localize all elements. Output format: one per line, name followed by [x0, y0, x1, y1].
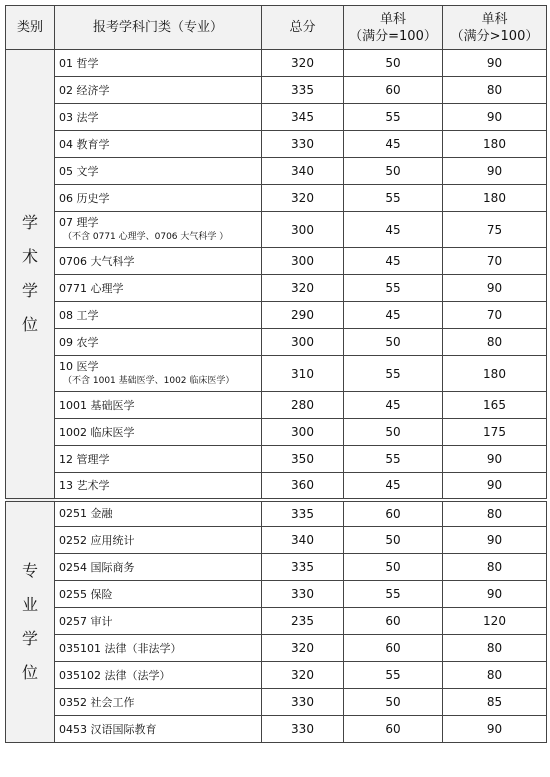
single-le100-cell: 45 — [344, 212, 443, 248]
header-single-gt100-line2: （满分>100） — [450, 28, 539, 44]
table-row — [6, 527, 547, 554]
total-score-cell: 280 — [262, 392, 344, 419]
single-gt100-cell: 90 — [443, 581, 547, 608]
subject-name-cell — [55, 635, 262, 662]
subject-name: 1001 基础医学 — [59, 398, 135, 412]
total-score-cell: 335 — [262, 77, 344, 104]
category-char: 业 — [21, 594, 38, 614]
total-score-cell: 330 — [262, 131, 344, 158]
single-gt100-cell: 180 — [443, 185, 547, 212]
single-le100-cell: 45 — [344, 302, 443, 329]
single-le100-cell: 50 — [344, 158, 443, 185]
single-le100-cell: 55 — [344, 104, 443, 131]
category-char: 专 — [21, 560, 38, 580]
single-gt100-cell: 80 — [443, 77, 547, 104]
single-le100-cell: 55 — [344, 446, 443, 473]
total-score-cell: 335 — [262, 554, 344, 581]
single-gt100-cell: 70 — [443, 302, 547, 329]
table-row — [6, 500, 547, 527]
single-le100-cell: 45 — [344, 473, 443, 500]
table-row — [6, 716, 547, 743]
header-single-gt100 — [443, 6, 547, 50]
subject-name: 04 教育学 — [59, 137, 110, 151]
subject-name: 0453 汉语国际教育 — [59, 722, 157, 736]
table-row — [6, 185, 547, 212]
subject-name-cell — [55, 329, 262, 356]
single-gt100-cell: 90 — [443, 275, 547, 302]
single-gt100-cell: 90 — [443, 104, 547, 131]
subject-name: 0257 审计 — [59, 614, 113, 628]
single-le100-cell: 50 — [344, 554, 443, 581]
subject-note: （不含 1001 基础医学、1002 临床医学） — [63, 375, 235, 386]
single-gt100-cell: 80 — [443, 500, 547, 527]
single-le100-cell: 60 — [344, 716, 443, 743]
single-le100-cell: 45 — [344, 248, 443, 275]
header-single-le100 — [344, 6, 443, 50]
subject-name: 08 工学 — [59, 308, 99, 322]
total-score-cell: 360 — [262, 473, 344, 500]
category-char: 位 — [21, 662, 38, 682]
category-char: 术 — [21, 246, 38, 266]
subject-name-cell — [55, 554, 262, 581]
single-gt100-cell: 90 — [443, 716, 547, 743]
total-score-cell: 320 — [262, 50, 344, 77]
subject-name: 0771 心理学 — [59, 281, 124, 295]
total-score-cell: 320 — [262, 185, 344, 212]
subject-name: 03 法学 — [59, 110, 99, 124]
single-gt100-cell: 180 — [443, 131, 547, 158]
table-row — [6, 77, 547, 104]
single-le100-cell: 50 — [344, 50, 443, 77]
subject-name: 035102 法律（法学） — [59, 668, 171, 682]
total-score-cell: 340 — [262, 527, 344, 554]
single-le100-cell: 55 — [344, 185, 443, 212]
subject-name-cell — [55, 302, 262, 329]
subject-name-cell — [55, 608, 262, 635]
single-gt100-cell: 75 — [443, 212, 547, 248]
table-row — [6, 356, 547, 392]
single-le100-cell: 50 — [344, 689, 443, 716]
single-le100-cell: 50 — [344, 329, 443, 356]
total-score-cell: 235 — [262, 608, 344, 635]
subject-name: 10 医学 — [59, 359, 99, 373]
table-row — [6, 581, 547, 608]
subject-name-cell — [55, 419, 262, 446]
subject-name: 0255 保险 — [59, 587, 113, 601]
header-subject: 报考学科门类（专业） — [55, 6, 262, 50]
table-row — [6, 248, 547, 275]
subject-name: 0252 应用统计 — [59, 533, 135, 547]
single-gt100-cell: 80 — [443, 635, 547, 662]
subject-name-cell — [55, 527, 262, 554]
category-char: 学 — [21, 628, 38, 648]
subject-name-cell — [55, 662, 262, 689]
total-score-cell: 300 — [262, 419, 344, 446]
single-le100-cell: 55 — [344, 662, 443, 689]
single-gt100-cell: 90 — [443, 158, 547, 185]
subject-name-cell — [55, 500, 262, 527]
single-gt100-cell: 70 — [443, 248, 547, 275]
single-le100-cell: 55 — [344, 356, 443, 392]
single-le100-cell: 50 — [344, 527, 443, 554]
table-body — [6, 50, 547, 743]
single-le100-cell: 55 — [344, 275, 443, 302]
total-score-cell: 330 — [262, 689, 344, 716]
single-le100-cell: 60 — [344, 608, 443, 635]
subject-name: 02 经济学 — [59, 83, 110, 97]
subject-name: 09 农学 — [59, 335, 99, 349]
total-score-cell: 320 — [262, 635, 344, 662]
score-table — [5, 5, 547, 743]
subject-name: 0352 社会工作 — [59, 695, 135, 709]
table-row — [6, 554, 547, 581]
subject-name-cell — [55, 50, 262, 77]
single-gt100-cell: 80 — [443, 662, 547, 689]
subject-name-cell — [55, 185, 262, 212]
total-score-cell: 320 — [262, 275, 344, 302]
subject-name: 07 理学 — [59, 215, 99, 229]
total-score-cell: 340 — [262, 158, 344, 185]
single-gt100-cell: 85 — [443, 689, 547, 716]
subject-name: 035101 法律（非法学） — [59, 641, 182, 655]
table-row — [6, 419, 547, 446]
total-score-cell: 335 — [262, 500, 344, 527]
subject-name-cell — [55, 581, 262, 608]
subject-name-cell — [55, 446, 262, 473]
subject-name: 05 文学 — [59, 164, 99, 178]
table-row — [6, 446, 547, 473]
table-row — [6, 131, 547, 158]
subject-name-cell — [55, 158, 262, 185]
table-row — [6, 212, 547, 248]
subject-name-cell — [55, 77, 262, 104]
header-single-le100-line1: 单科 — [379, 11, 406, 27]
subject-name: 0254 国际商务 — [59, 560, 135, 574]
single-gt100-cell: 90 — [443, 527, 547, 554]
subject-name-cell — [55, 356, 262, 392]
total-score-cell: 350 — [262, 446, 344, 473]
single-gt100-cell: 90 — [443, 473, 547, 500]
header-single-gt100-line1: 单科 — [481, 11, 508, 27]
subject-name: 12 管理学 — [59, 452, 110, 466]
single-gt100-cell: 120 — [443, 608, 547, 635]
single-le100-cell: 45 — [344, 131, 443, 158]
total-score-cell: 300 — [262, 212, 344, 248]
subject-name: 0251 金融 — [59, 507, 113, 521]
table-row — [6, 635, 547, 662]
subject-name: 0706 大气科学 — [59, 254, 135, 268]
single-le100-cell: 45 — [344, 392, 443, 419]
table-row — [6, 158, 547, 185]
total-score-cell: 330 — [262, 716, 344, 743]
table-row — [6, 662, 547, 689]
single-gt100-cell: 165 — [443, 392, 547, 419]
table-row — [6, 392, 547, 419]
subject-name-cell — [55, 212, 262, 248]
single-gt100-cell: 80 — [443, 329, 547, 356]
header-row — [6, 6, 547, 50]
category-cell — [6, 500, 55, 743]
total-score-cell: 320 — [262, 662, 344, 689]
total-score-cell: 310 — [262, 356, 344, 392]
single-le100-cell: 50 — [344, 419, 443, 446]
subject-name-cell — [55, 104, 262, 131]
table-row — [6, 329, 547, 356]
single-gt100-cell: 180 — [443, 356, 547, 392]
single-le100-cell: 55 — [344, 581, 443, 608]
category-char: 学 — [21, 212, 38, 232]
subject-name-cell — [55, 473, 262, 500]
table-row — [6, 473, 547, 500]
table-row — [6, 689, 547, 716]
single-le100-cell: 60 — [344, 500, 443, 527]
total-score-cell: 300 — [262, 329, 344, 356]
subject-note: （不含 0771 心理学、0706 大气科学 ） — [63, 231, 229, 242]
header-single-le100-line2: （满分=100） — [349, 28, 437, 44]
subject-name-cell — [55, 248, 262, 275]
header-category: 类别 — [6, 6, 55, 50]
subject-name-cell — [55, 392, 262, 419]
subject-name-cell — [55, 689, 262, 716]
total-score-cell: 290 — [262, 302, 344, 329]
table-row — [6, 104, 547, 131]
table-row — [6, 608, 547, 635]
single-gt100-cell: 175 — [443, 419, 547, 446]
subject-name: 13 艺术学 — [59, 478, 110, 492]
subject-name: 06 历史学 — [59, 191, 110, 205]
subject-name-cell — [55, 275, 262, 302]
single-gt100-cell: 90 — [443, 50, 547, 77]
category-char: 位 — [21, 314, 38, 334]
table-row — [6, 302, 547, 329]
total-score-cell: 345 — [262, 104, 344, 131]
subject-name: 1002 临床医学 — [59, 425, 135, 439]
subject-name-cell — [55, 131, 262, 158]
total-score-cell: 330 — [262, 581, 344, 608]
subject-name-cell — [55, 716, 262, 743]
category-char: 学 — [21, 280, 38, 300]
single-le100-cell: 60 — [344, 77, 443, 104]
subject-name: 01 哲学 — [59, 56, 99, 70]
total-score-cell: 300 — [262, 248, 344, 275]
category-cell — [6, 50, 55, 500]
table-row — [6, 50, 547, 77]
single-gt100-cell: 80 — [443, 554, 547, 581]
single-le100-cell: 60 — [344, 635, 443, 662]
table-row — [6, 275, 547, 302]
single-gt100-cell: 90 — [443, 446, 547, 473]
header-total: 总分 — [262, 6, 344, 50]
